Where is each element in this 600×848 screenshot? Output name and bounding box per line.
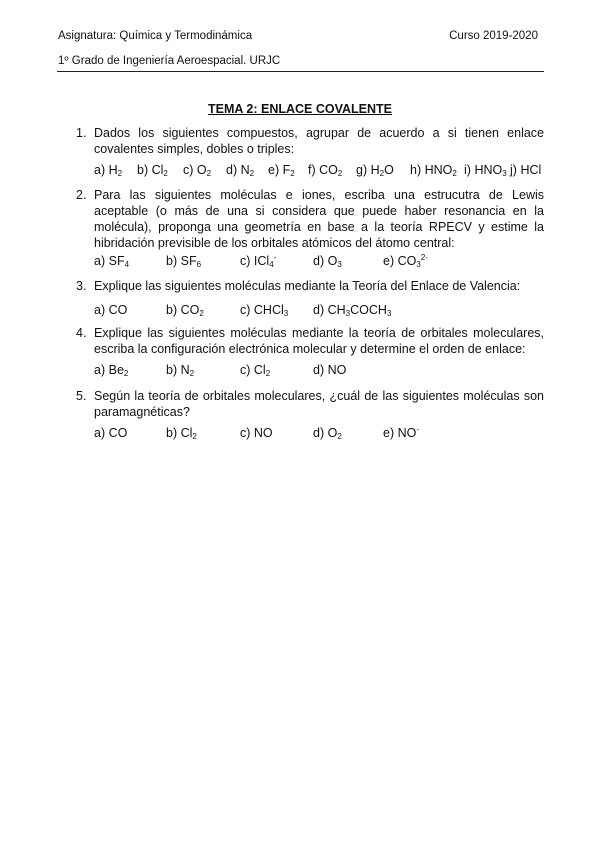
option-item [137, 163, 168, 177]
option-item [313, 426, 342, 440]
option-item [240, 363, 270, 377]
chemical-formula [109, 426, 128, 440]
question-number: 1. [76, 126, 87, 140]
option-label: h) [410, 163, 422, 177]
formula-text: Cl [151, 163, 164, 177]
formula-text: NO [253, 426, 273, 440]
option-label: b) [166, 303, 178, 317]
question-4 [76, 325, 544, 357]
option-label: d) [313, 303, 325, 317]
option-item [356, 163, 394, 177]
formula-subscript: 2 [379, 169, 385, 178]
formula-subscript: 3 [283, 309, 289, 318]
formula-subscript: 2 [123, 369, 129, 378]
option-item [313, 303, 391, 317]
chemical-formula [254, 303, 288, 317]
question-2 [76, 187, 544, 251]
chemical-formula [398, 426, 419, 440]
formula-subscript: 2 [117, 169, 123, 178]
question-3 [76, 278, 544, 294]
option-item [308, 163, 342, 177]
formula-text: F [282, 163, 291, 177]
formula-subscript: 3 [386, 309, 392, 318]
chemical-formula [398, 254, 428, 268]
formula-subscript: 2 [337, 169, 343, 178]
formula-subscript: 2 [265, 369, 271, 378]
option-item [268, 163, 295, 177]
option-item [183, 163, 211, 177]
option-item [166, 426, 197, 440]
question-text: Según la teoría de orbitales moleculares, ¿cuál de las siguientes moléculas son paramagnéticas? [94, 389, 544, 419]
option-label: c) [240, 254, 251, 268]
formula-subscript: 2 [199, 309, 204, 318]
formula-text: CO [108, 303, 128, 317]
option-label: a) [94, 163, 106, 177]
option-label: b) [137, 163, 149, 177]
option-item [94, 254, 129, 268]
option-item [410, 163, 457, 177]
option-label: e) [383, 426, 395, 440]
chemical-formula [328, 254, 342, 268]
chemical-formula [328, 303, 392, 317]
option-label: e) [383, 254, 395, 268]
formula-text: CO [397, 254, 417, 268]
formula-subscript: 4 [124, 260, 130, 269]
question-text: Dados los siguientes compuestos, agrupar de acuerdo a si tienen enlace covalentes simples, dobles o triples: [94, 126, 544, 156]
chemical-formula [328, 426, 342, 440]
formula-text: Be [108, 363, 124, 377]
formula-text: COCH [350, 303, 387, 317]
formula-text: CHCl [253, 303, 284, 317]
formula-superscript: - [273, 253, 277, 262]
formula-text: HCl [520, 163, 542, 177]
chemical-formula [109, 163, 122, 177]
option-label: d) [313, 363, 325, 377]
question-text: Explique las siguientes moléculas mediante la teoría de orbitales moleculares, escriba la configuración electrónica molecular y determine el orden de enlace: [94, 326, 544, 356]
option-label: a) [94, 303, 106, 317]
formula-text: N [180, 363, 190, 377]
formula-subscript: 3 [416, 260, 421, 269]
option-label: i) [464, 163, 471, 177]
option-label: g) [356, 163, 368, 177]
option-label: b) [166, 254, 178, 268]
formula-text: O [196, 163, 207, 177]
option-label: a) [94, 254, 106, 268]
question-number: 3. [76, 279, 87, 293]
chemical-formula [474, 163, 506, 177]
formula-text: CO [108, 426, 128, 440]
formula-text: ICl [253, 254, 270, 268]
formula-text: O [327, 426, 338, 440]
question-text: Para las siguientes moléculas e iones, escriba una estrucutra de Lewis aceptable (o más de una si considera que puede haber resonancia en la molécula), proponga una geometría en base a la teoría RPECV y estime la hibridación previsible de los orbitales atómicos del átomo central: [94, 188, 544, 250]
option-item [94, 363, 128, 377]
formula-subscript: 2 [163, 169, 168, 178]
formula-subscript: 6 [196, 260, 202, 269]
degree-label: 1º Grado de Ingeniería Aeroespacial. URJC [58, 55, 281, 67]
formula-text: SF [108, 254, 125, 268]
formula-subscript: 2 [189, 369, 195, 378]
chemical-formula [254, 426, 273, 440]
formula-subscript: 3 [345, 309, 351, 318]
chemical-formula [181, 303, 204, 317]
formula-text: Cl [180, 426, 193, 440]
formula-text: HNO [474, 163, 503, 177]
question-number: 2. [76, 188, 87, 202]
option-label: a) [94, 426, 106, 440]
question-5 [76, 388, 544, 420]
option-item [94, 303, 127, 317]
option-label: a) [94, 363, 106, 377]
formula-subscript: 2 [192, 432, 197, 441]
chemical-formula [109, 254, 129, 268]
formula-text: HNO [424, 163, 453, 177]
option-item [94, 163, 122, 177]
chemical-formula [254, 363, 270, 377]
option-label: b) [166, 363, 178, 377]
option-item [383, 254, 428, 268]
formula-superscript: - [416, 425, 420, 434]
chemical-formula [109, 303, 128, 317]
option-label: f) [308, 163, 316, 177]
chemical-formula [328, 363, 347, 377]
chemical-formula [181, 363, 194, 377]
document-title: TEMA 2: ENLACE COVALENTE [207, 102, 393, 116]
option-label: c) [240, 363, 251, 377]
question-number: 4. [76, 326, 87, 340]
formula-text: H [370, 163, 380, 177]
option-item [166, 254, 201, 268]
option-label: e) [268, 163, 280, 177]
formula-text: CO [319, 163, 338, 177]
formula-text: O [384, 163, 394, 177]
option-label: d) [313, 426, 325, 440]
chemical-formula [152, 163, 168, 177]
formula-text: CH [327, 303, 346, 317]
chemical-formula [181, 426, 197, 440]
option-label: c) [183, 163, 194, 177]
formula-subscript: 3 [337, 260, 342, 269]
formula-subscript: 4 [269, 260, 274, 269]
formula-text: Cl [253, 363, 266, 377]
formula-text: SF [180, 254, 197, 268]
formula-superscript: 2- [420, 253, 428, 262]
option-label: d) [313, 254, 325, 268]
chemical-formula [425, 163, 457, 177]
question-number: 5. [76, 389, 87, 403]
formula-subscript: 2 [249, 169, 255, 178]
option-label: j) [510, 163, 517, 177]
chemical-formula [197, 163, 211, 177]
option-item [383, 426, 419, 440]
formula-text: NO [327, 363, 347, 377]
formula-subscript: 2 [290, 169, 295, 178]
option-label: c) [240, 426, 251, 440]
formula-subscript: 2 [206, 169, 212, 178]
option-item [94, 426, 127, 440]
question-1 [76, 125, 544, 157]
formula-subscript: 2 [452, 169, 457, 178]
option-label: d) [226, 163, 238, 177]
formula-subscript: 2 [337, 432, 342, 441]
chemical-formula [181, 254, 201, 268]
chemical-formula [520, 163, 541, 177]
option-item [313, 363, 346, 377]
option-item [226, 163, 254, 177]
chemical-formula [371, 163, 394, 177]
option-item [510, 163, 541, 177]
option-item [240, 254, 276, 268]
formula-text: CO [180, 303, 200, 317]
chemical-formula [319, 163, 342, 177]
option-label: b) [166, 426, 178, 440]
header-divider [57, 71, 544, 72]
question-text: Explique las siguientes moléculas mediante la Teoría del Enlace de Valencia: [94, 279, 521, 293]
option-item [166, 363, 194, 377]
course-label: Curso 2019-2020 [449, 30, 538, 42]
option-item [166, 303, 204, 317]
option-item [313, 254, 342, 268]
option-item [240, 303, 288, 317]
formula-text: H [108, 163, 118, 177]
chemical-formula [254, 254, 276, 268]
option-item [240, 426, 273, 440]
formula-subscript: 3 [502, 169, 507, 178]
chemical-formula [109, 363, 129, 377]
option-label: c) [240, 303, 251, 317]
option-item [464, 163, 507, 177]
formula-text: O [327, 254, 338, 268]
chemical-formula [241, 163, 254, 177]
subject-label: Asignatura: Química y Termodinámica [58, 30, 253, 42]
formula-text: NO [397, 426, 417, 440]
chemical-formula [283, 163, 295, 177]
formula-text: N [240, 163, 250, 177]
